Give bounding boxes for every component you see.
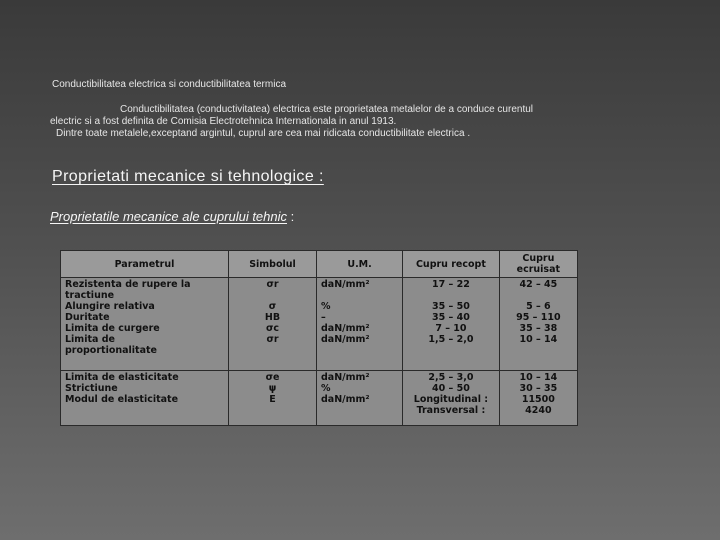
heading-conductibility: Conductibilitatea electrica si conductibilitatea termica (52, 79, 287, 90)
cell-line: % (321, 383, 331, 395)
recopt-cell-group-2 (403, 371, 500, 426)
cell-line: 2,5 – 3,0 (428, 372, 474, 384)
cell-line: Modul de elasticitate (65, 394, 179, 406)
header-simbolul: Simbolul (228, 251, 316, 278)
cell-line: σc (265, 323, 279, 334)
cell-line (233, 345, 312, 356)
cell-line (321, 345, 398, 356)
conductibility-paragraph (50, 104, 690, 140)
ecruisat-cell-group-2 (499, 371, 577, 426)
cell-line: Rezistenta de rupere la (65, 279, 191, 290)
cell-line (407, 290, 495, 301)
cell-line: 7 – 10 (435, 323, 467, 334)
cell-line: Strictiune (65, 383, 118, 395)
cell-line: E (269, 394, 276, 406)
cell-line (65, 405, 224, 416)
table-subtitle-suffix: : (287, 209, 295, 224)
table-header-row (61, 251, 578, 278)
cell-line: Limita de (65, 334, 115, 345)
cell-line: daN/mm² (321, 372, 370, 384)
cell-line: daN/mm² (321, 394, 370, 406)
cell-line: tractiune (65, 290, 115, 301)
cell-line: Longitudinal : (413, 394, 489, 406)
cell-line (233, 405, 312, 416)
symbol-cell-group-2 (228, 371, 316, 426)
cell-line: 10 – 14 (519, 334, 558, 345)
cell-line: daN/mm² (321, 279, 370, 290)
cell-line: Alungire relativa (65, 301, 155, 312)
cell-line: 1,5 – 2,0 (428, 334, 474, 345)
um-cell-group-1 (317, 278, 403, 371)
cell-line (504, 290, 573, 301)
cell-line (407, 345, 495, 356)
paragraph-line-1-text: Conductibilitatea (conductivitatea) electrica este proprietatea metalelor de a conduce curentul (120, 104, 534, 115)
ecruisat-cell-group-1 (499, 278, 577, 371)
cell-line: σe (265, 372, 280, 384)
cell-line (321, 290, 398, 301)
param-cell-group-2 (61, 371, 229, 426)
paragraph-line-2: electric si a fost definita de Comisia Electrotehnica Internationala in anul 1913. (50, 116, 397, 127)
cell-line: 11500 (521, 394, 555, 406)
header-cupru-ecruisat: Cupru ecruisat (499, 251, 577, 278)
cell-line: – (321, 312, 326, 323)
recopt-cell-group-1 (403, 278, 500, 371)
cell-line: 40 – 50 (432, 383, 470, 395)
cell-line: proportionalitate (65, 345, 157, 356)
section-title: Proprietati mecanice si tehnologice : (52, 168, 324, 185)
cell-line: Transversal : (416, 405, 486, 417)
cell-line: ψ (268, 383, 277, 395)
cell-line: daN/mm² (321, 323, 370, 334)
cell-line: σr (266, 334, 279, 345)
cell-line: 10 – 14 (519, 372, 558, 384)
param-cell-group-1 (61, 278, 229, 371)
cell-line (504, 345, 573, 356)
header-cupru-recopt: Cupru recopt (403, 251, 500, 278)
cell-line: 5 – 6 (526, 301, 551, 312)
cell-line: 35 – 38 (519, 323, 558, 334)
mechanical-properties-table (60, 250, 578, 426)
header-parametrul: Parametrul (61, 251, 229, 278)
symbol-cell-group-1 (228, 278, 316, 371)
cell-line: Limita de curgere (65, 323, 160, 334)
paragraph-line-1 (50, 104, 690, 116)
cell-line: 30 – 35 (519, 383, 558, 395)
cell-line: Duritate (65, 312, 110, 323)
paragraph-line-3: Dintre toate metalele,exceptand argintul, cuprul are cea mai ridicata conductibilitate electrica . (56, 128, 471, 139)
cell-line: 35 – 40 (432, 312, 470, 323)
table-row (61, 371, 578, 426)
table-subtitle (50, 209, 294, 224)
cell-line: 17 – 22 (432, 279, 470, 290)
header-um: U.M. (317, 251, 403, 278)
cell-line: daN/mm² (321, 334, 370, 345)
cell-line: σr (266, 279, 279, 290)
cell-line: 4240 (525, 405, 552, 417)
cell-line: σ (268, 301, 277, 312)
cell-line: 42 – 45 (519, 279, 558, 290)
cell-line: HB (264, 312, 281, 323)
properties-table-container (60, 250, 578, 426)
cell-line: % (321, 301, 331, 312)
table-subtitle-text: Proprietatile mecanice ale cuprului tehnic (50, 209, 288, 224)
cell-line: 35 – 50 (432, 301, 470, 312)
um-cell-group-2 (317, 371, 403, 426)
cell-line: 95 – 110 (516, 312, 561, 323)
cell-line (321, 405, 398, 416)
cell-line (233, 290, 312, 301)
table-row (61, 278, 578, 371)
cell-line: Limita de elasticitate (65, 372, 179, 384)
